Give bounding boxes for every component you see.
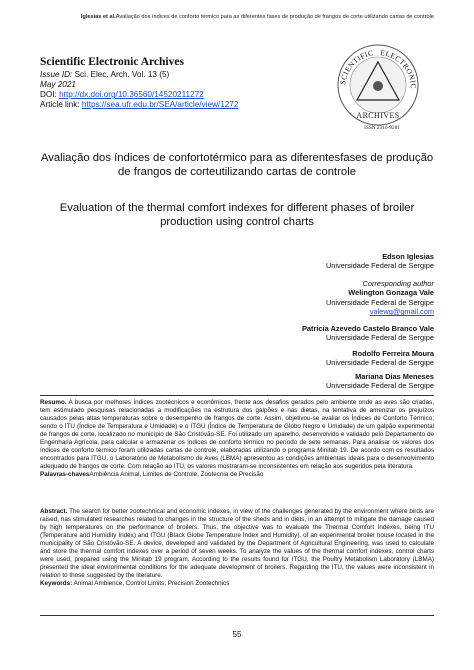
corresponding-author-note: Corresponding author: [362, 279, 434, 288]
doi-label: DOI:: [40, 90, 60, 99]
divider: [40, 395, 434, 396]
page-number: 55: [232, 630, 242, 639]
author-name: Edson Iglesias: [382, 252, 434, 261]
author-name: Patricia Azevedo Castelo Branco Vale: [302, 324, 434, 333]
author-name: Mariana Dias Meneses: [355, 372, 434, 381]
author-affiliation: Universidade Federal de Sergipe: [325, 333, 434, 343]
abstract-text: The search for better zootechnical and economic indexes, in view of the challenges generated by the environment where birds are raised, has stimulated researches related to changes in the structure of the sheds and in diets, in an attempt to mitigate the damage caused by high temperatures on the performance of broilers. Thus, the objective was to evaluate the Thermal Comfort Indexes, being ITU (Temperature and Humidity Index) and ITGU (Black Globe Temperature Index and Humidity), of an experimental broiler house located in the municipality of São Cristóvão-SE. A device, developed and validated by the Department of Agricultural Engineering, was used to calculate and store the thermal comfort indexes over a period of seven weeks. To analyze the values of the thermal comfort indexes, control charts were used, prepared using the Minitab 19 program. According to the results found for ITGU, the Poultry Metabolism Laboratory (LBMA) presented the ideal environmental conditions for the adequate development of broilers. Regarding the ITU, the values were inconsistent in relation to those suggested by the literature.: [40, 508, 434, 579]
author-block-5: [134, 372, 434, 391]
abstract-label: Abstract.: [40, 508, 68, 515]
author-block-4: [134, 349, 434, 368]
title-english: Evaluation of the thermal comfort indexes for different phases of broiler production using control charts: [59, 202, 415, 228]
resumo-paragraph: [40, 399, 434, 479]
resumo-text: A busca por melhores índices zootécnicos e econômicos, frente aos desafios gerados pelo ambiente onde as aves são criadas, tem estimulado pesquisas relacionadas a modificações na estrutura dos galpões e nas dietas, na tentativa de amenizar os prejuízos causados pelas altas temperaturas sobre o desempenho de frangos de corte. Assim, objetivou-se avaliar os Índices de Conforto Térmico, sendo o ITU (Índice de Temperatura e Umidade) e o ITGU (Índice de Temperatura de Globo Negro e Umidade) de um galpão experimental de frangos de corte, localizado no município de São Cristóvão-SE. Foi utilizado um aparelho, desenvolvido e validado pelo Departamento de Engenharia Agrícola, para calcular e armazenar os índices de conforto térmico no período de sete semanas. Para analisar os valores dos índices de conforto térmico foram utilizadas cartas de controle, elaboradas utilizando o programa Minitab 19. De acordo com os resultados encontrados para ITGU, o Laboratório de Metabolismo de Aves (LBMA) apresentou as condições ambientais ideais para o desenvolvimento adequado de frangos de corte. Com relação ao ITU, os valores mostraram-se inconsistentes em relação aos sugeridos pela literatura.: [40, 399, 434, 470]
logo-text-electronic: ELECTRONIC: [379, 48, 419, 90]
resumo-keywords: Ambiência Animal, Limites de Controle, Zootecnia de Precisão: [89, 470, 264, 478]
author-block-2: [134, 279, 434, 317]
title-portuguese: Avaliação dos índices de confortotérmico para as diferentesfases de produção de frangos de corteutilizando cartas de controle: [40, 152, 434, 178]
issue-label: Issue ID:: [40, 70, 73, 79]
abstract-paragraph: [40, 508, 434, 588]
issue-value: Sci. Elec. Arch. Vol. 13 (5): [74, 70, 170, 79]
logo-text-scientific: SCIENTIFIC: [338, 48, 375, 86]
author-name: Welington Gonzaga Vale: [348, 288, 434, 298]
logo-text-archives: ARCHIVES: [356, 111, 400, 120]
author-block-1: [134, 252, 434, 271]
doi-link[interactable]: http://dx.doi.org/10.36560/14520211272: [59, 90, 204, 99]
article-link-label: Article link:: [40, 100, 82, 109]
abstract-keywords: Animal Ambience, Control Limits, Precision Zootechnics: [72, 579, 230, 587]
author-name: Rodolfo Ferreira Moura: [352, 349, 434, 358]
article-link-line: [40, 100, 238, 110]
journal-logo: [335, 42, 421, 128]
globe-icon: [373, 81, 383, 91]
publication-date: May 2021: [40, 80, 76, 89]
issn: ISSN 2316-9281: [364, 125, 400, 131]
journal-name: Scientific Electronic Archives: [40, 56, 184, 68]
author-affiliation: Universidade Federal de Sergipe: [325, 261, 434, 271]
author-email-link[interactable]: valewg@gmail.com: [369, 307, 434, 317]
doi-line: [40, 90, 204, 100]
resumo-label: Resumo.: [40, 399, 67, 406]
author-affiliation: Universidade Federal de Sergipe: [325, 297, 434, 307]
author-block-3: [134, 324, 434, 343]
running-header-title: Avaliação dos índices de conforto térmico para as diferentes fases de produção de frangos de corte utilizando cartas de controle: [115, 14, 434, 20]
divider: [40, 615, 434, 616]
running-header-authors: Iglesias et al.: [80, 14, 116, 20]
article-link[interactable]: https://sea.ufr.edu.br/SEA/article/view/1272: [81, 100, 239, 109]
resumo-keywords-label: Palavras-chaves: [40, 470, 90, 478]
author-affiliation: Universidade Federal de Sergipe: [325, 381, 434, 391]
issue-line: [40, 70, 169, 80]
running-header: [14, 14, 434, 21]
abstract-keywords-label: Keywords:: [40, 579, 73, 587]
author-affiliation: Universidade Federal de Sergipe: [325, 358, 434, 368]
